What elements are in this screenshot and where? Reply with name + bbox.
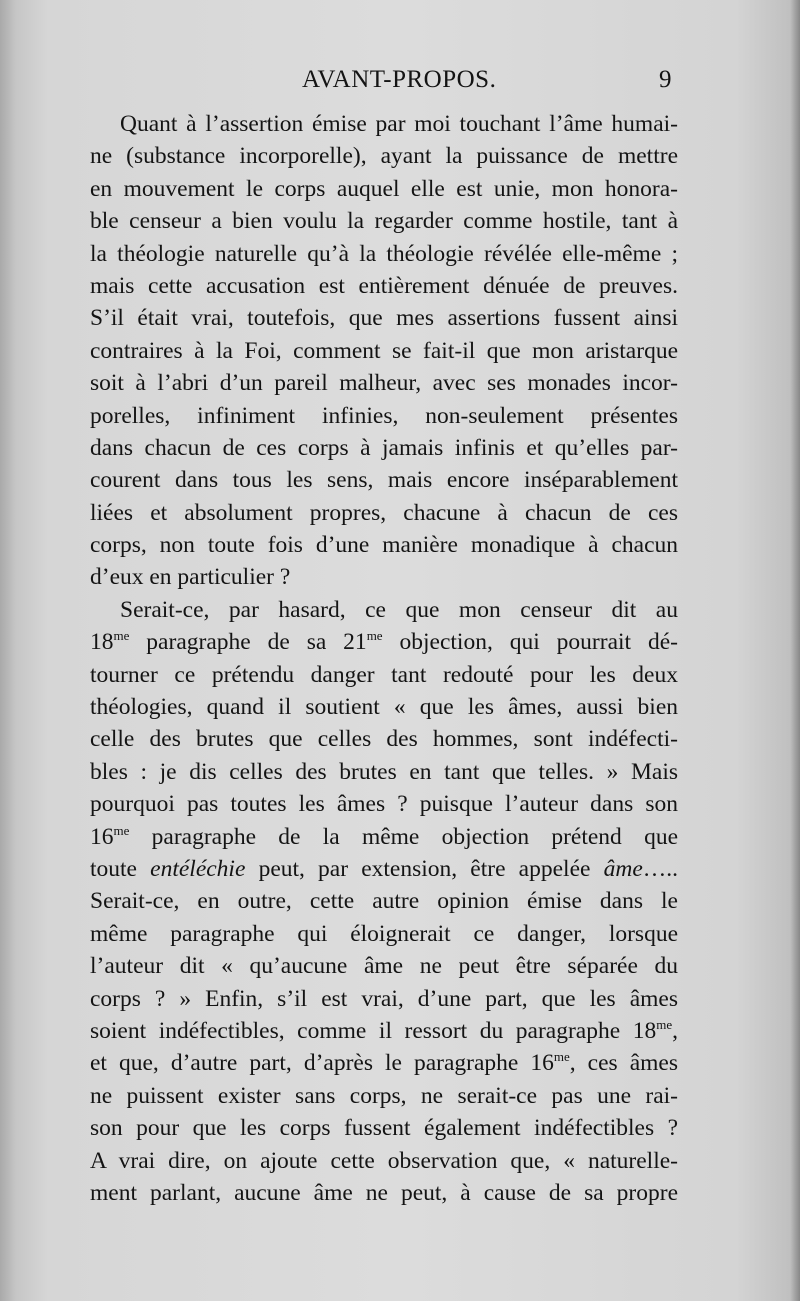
text-line: celle des brutes que celles des hommes, sont indéfecti- [90,726,678,753]
text-line: Serait-ce, par hasard, ce que mon censeur dit au [120,596,678,623]
text-line: dans chacun de ces corps à jamais infinis et qu’elles par- [90,434,678,461]
text-line: S’il était vrai, toutefois, que mes assertions fussent ainsi [90,305,678,332]
text-line: contraires à la Foi, comment se fait-il que mon aristarque [90,337,678,364]
superscript: me [113,822,130,838]
text-line: Quant à l’assertion émise par moi touchant l’âme humai- [120,111,678,137]
text-line: et que, d’autre part, d’après le paragraphe $16^{me}$, ces âmes [90,1049,678,1077]
text-line: Serait-ce, en outre, cette autre opinion émise dans le [90,888,678,915]
text-line: soient indéfectibles, comme il ressort du paragraphe $18^{me}$, [90,1016,678,1044]
page-number: 9 [659,66,672,93]
text-line: soit à l’abri d’un pareil malheur, avec ses monades incor- [90,370,678,397]
text-line: l’auteur dit « qu’aucune âme ne peut être séparée du [90,953,678,980]
text-line: son pour que les corps fussent également indéfectibles ? [90,1115,678,1142]
text-line: en mouvement le corps auquel elle est unie, mon honora- [90,175,678,202]
superscript: me [656,1016,673,1032]
italic-term: âme [603,855,643,882]
text-line: liées et absolument propres, chacune à chacun de ces [90,499,678,526]
text-line: tourner ce prétendu danger tant redouté pour les deux [90,661,678,688]
text-line: théologies, quand il soutient « que les âmes, aussi bien [90,694,678,721]
text-line: d’eux en particulier ? [90,564,291,591]
text-line: $16^{me}$ paragraphe de la même objection prétend que [90,822,678,850]
text-line: la théologie naturelle qu’à la théologie révélée elle-même ; [90,240,678,267]
text-line: porelles, infiniment infinies, non-seulement présentes [90,402,678,429]
page-edge-shadow [790,0,800,1301]
text-line: pourquoi pas toutes les âmes ? puisque l’auteur dans son [90,791,678,818]
superscript: me [553,1049,570,1065]
superscript: me [113,628,130,644]
italic-term: entéléchie [150,855,246,882]
body-text [90,108,678,1209]
text-line: corps, non toute fois d’une manière monadique à chacun [90,532,678,559]
text-line: même paragraphe qui éloignerait ce danger, lorsque [90,920,678,947]
text-line: ne (substance incorporelle), ayant la puissance de mettre [90,143,678,170]
text-line: A vrai dire, on ajoute cette observation que, « naturelle- [90,1147,678,1174]
text-line: corps ? » Enfin, s’il est vrai, d’une part, que les âmes [90,985,678,1012]
text-line: toute entéléchie peut, par extension, être appelée âme….. [90,855,678,882]
text-line: $18^{me}$ paragraphe de sa $21^{me}$ objection, qui pourrait dé- [90,628,678,656]
running-title: AVANT-PROPOS. [302,66,497,93]
running-header [90,66,680,106]
superscript: me [366,628,383,644]
text-line: courent dans tous les sens, mais encore inséparablement [90,467,678,494]
text-line: ment parlant, aucune âme ne peut, à cause de sa propre [90,1179,678,1206]
text-line: mais cette accusation est entièrement dénuée de preuves. [90,272,678,299]
text-line: bles : je dis celles des brutes en tant que telles. » Mais [90,758,678,785]
text-line: ble censeur a bien voulu la regarder comme hostile, tant à [90,208,678,235]
text-line: ne puissent exister sans corps, ne serait-ce pas une rai- [90,1082,678,1109]
